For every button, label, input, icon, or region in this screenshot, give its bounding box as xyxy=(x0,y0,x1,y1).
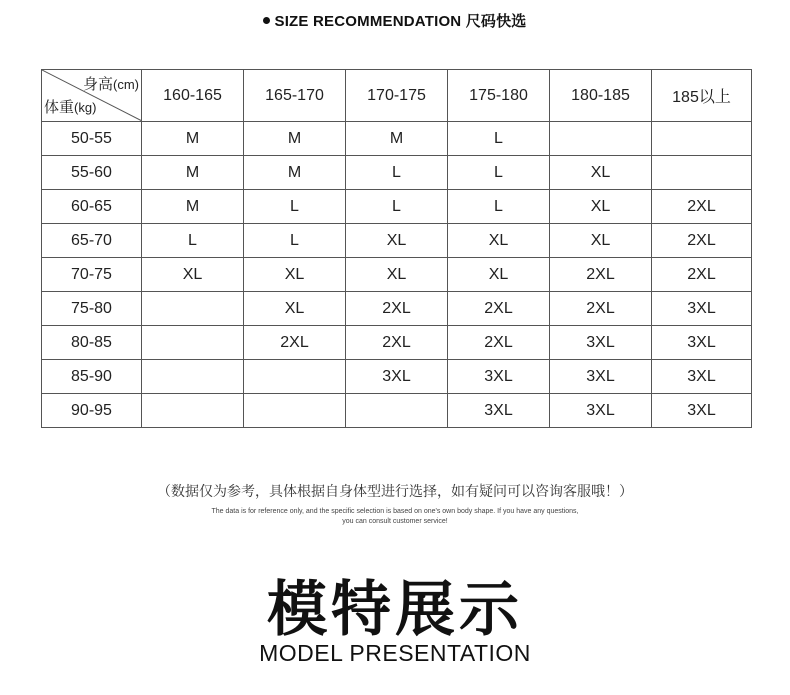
size-cell: 2XL xyxy=(652,190,752,224)
size-cell: M xyxy=(244,156,346,190)
size-cell: 2XL xyxy=(550,292,652,326)
size-cell: XL xyxy=(142,258,244,292)
size-cell: 2XL xyxy=(652,224,752,258)
size-cell: M xyxy=(346,122,448,156)
weight-range-cell: 60-65 xyxy=(42,190,142,224)
size-cell: L xyxy=(448,190,550,224)
weight-range-cell: 85-90 xyxy=(42,360,142,394)
table-row xyxy=(42,360,752,394)
size-cell: 3XL xyxy=(652,394,752,428)
model-presentation-title-en: MODEL PRESENTATION xyxy=(259,640,531,666)
size-cell: L xyxy=(346,156,448,190)
table-row xyxy=(42,190,752,224)
table-header-row xyxy=(42,70,752,122)
size-cell: 2XL xyxy=(448,292,550,326)
size-cell: XL xyxy=(550,224,652,258)
weight-range-cell: 75-80 xyxy=(42,292,142,326)
height-column-header: 170-175 xyxy=(346,70,448,122)
size-cell: XL xyxy=(346,258,448,292)
size-cell: M xyxy=(142,122,244,156)
weight-range-cell: 50-55 xyxy=(42,122,142,156)
size-cell: 3XL xyxy=(448,360,550,394)
size-cell xyxy=(142,326,244,360)
size-cell: 3XL xyxy=(550,394,652,428)
size-cell: XL xyxy=(550,190,652,224)
size-cell xyxy=(346,394,448,428)
size-cell: L xyxy=(346,190,448,224)
size-cell: 3XL xyxy=(448,394,550,428)
size-cell: M xyxy=(142,190,244,224)
size-cell xyxy=(550,122,652,156)
height-column-header: 185以上 xyxy=(652,70,752,122)
size-cell xyxy=(244,360,346,394)
table-row xyxy=(42,326,752,360)
size-recommendation-heading xyxy=(0,10,790,31)
model-presentation-title-cn: 模特展示 xyxy=(267,575,523,645)
size-cell: 3XL xyxy=(652,326,752,360)
weight-range-cell: 70-75 xyxy=(42,258,142,292)
size-cell: M xyxy=(142,156,244,190)
reference-note-en-line2: you can consult customer service! xyxy=(342,518,448,525)
weight-range-cell: 80-85 xyxy=(42,326,142,360)
size-cell: 2XL xyxy=(346,292,448,326)
table-row xyxy=(42,258,752,292)
size-cell: L xyxy=(244,190,346,224)
heading-text: SIZE RECOMMENDATION 尺码快选 xyxy=(274,13,527,30)
size-cell: 2XL xyxy=(652,258,752,292)
size-cell xyxy=(142,292,244,326)
size-cell: 3XL xyxy=(652,292,752,326)
bullet-dot-icon xyxy=(263,17,270,24)
size-cell: 2XL xyxy=(346,326,448,360)
height-column-header: 165-170 xyxy=(244,70,346,122)
size-cell: 2XL xyxy=(550,258,652,292)
table-row xyxy=(42,292,752,326)
size-cell: XL xyxy=(448,224,550,258)
size-cell: XL xyxy=(346,224,448,258)
height-column-header: 175-180 xyxy=(448,70,550,122)
size-cell: XL xyxy=(448,258,550,292)
reference-note-en xyxy=(0,507,790,527)
table-row xyxy=(42,122,752,156)
size-cell: L xyxy=(244,224,346,258)
weight-range-cell: 90-95 xyxy=(42,394,142,428)
size-cell: 3XL xyxy=(550,326,652,360)
size-cell xyxy=(652,122,752,156)
size-cell: XL xyxy=(244,292,346,326)
size-cell: L xyxy=(142,224,244,258)
size-cell: L xyxy=(448,156,550,190)
table-row xyxy=(42,394,752,428)
table-row xyxy=(42,224,752,258)
size-cell: 3XL xyxy=(652,360,752,394)
height-column-header: 160-165 xyxy=(142,70,244,122)
size-cell: 2XL xyxy=(244,326,346,360)
weight-range-cell: 65-70 xyxy=(42,224,142,258)
size-cell: 2XL xyxy=(448,326,550,360)
size-cell: 3XL xyxy=(550,360,652,394)
reference-note-cn: （数据仅为参考，具体根据自身体型进行选择，如有疑问可以咨询客服哦！） xyxy=(157,483,633,499)
size-cell xyxy=(652,156,752,190)
size-cell: M xyxy=(244,122,346,156)
size-chart-table xyxy=(41,69,752,428)
weight-range-cell: 55-60 xyxy=(42,156,142,190)
size-cell xyxy=(244,394,346,428)
size-cell xyxy=(142,360,244,394)
size-cell: 3XL xyxy=(346,360,448,394)
height-column-header: 180-185 xyxy=(550,70,652,122)
size-cell xyxy=(142,394,244,428)
size-cell: XL xyxy=(550,156,652,190)
height-axis-label: 身高(cm) xyxy=(82,76,139,93)
reference-note-en-line1: The data is for reference only, and the specific selection is based on one's own body shape. If you have any questions, xyxy=(211,508,579,515)
table-row xyxy=(42,156,752,190)
size-cell: L xyxy=(448,122,550,156)
size-cell: XL xyxy=(244,258,346,292)
table-corner-cell xyxy=(42,70,142,122)
weight-axis-label: 体重(kg) xyxy=(44,99,97,116)
